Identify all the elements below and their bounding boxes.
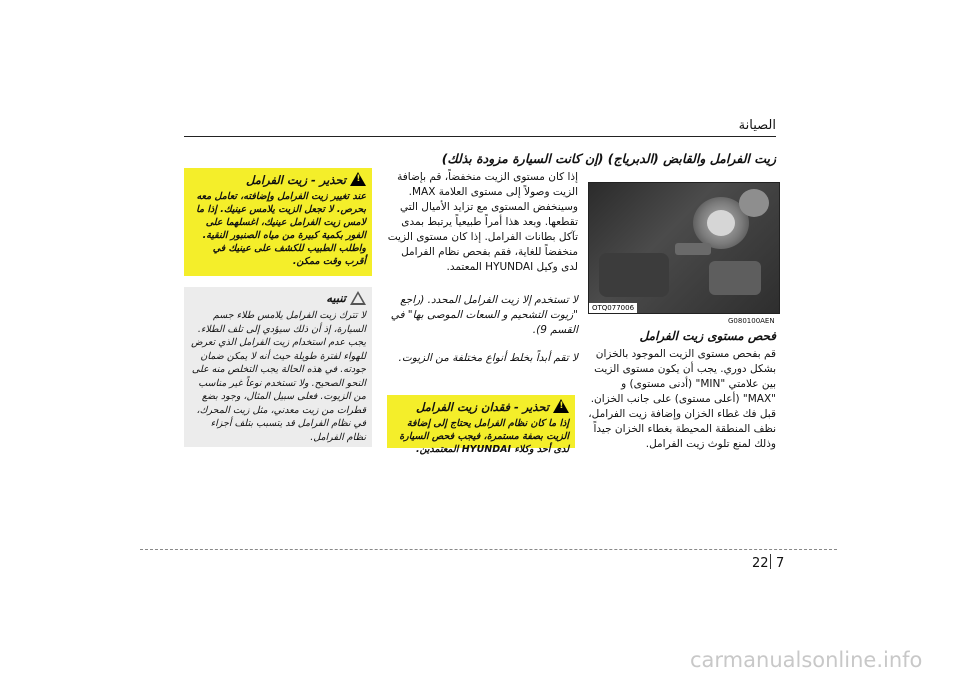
fluid-level-subheading: فحص مستوى زيت الفرامل [639, 329, 776, 343]
caution-title: تنبيه [326, 291, 346, 305]
warning-title: تحذير - فقدان زيت الفرامل [416, 400, 549, 414]
warning-box-fluid-loss [387, 395, 575, 455]
warning-body: عند تغيير زيت الفرامل وإضافته، تعامل معه بحرص. لا تجعل الزيت يلامس عينيك. إذا ما لامس زيت الفرامل عينيك، اغسلهما على الفور بكمية كبيرة من مياه الصنبور النقية. واطلب الطبيب للكشف على عينيك في أقرب وقت ممكن. [196, 191, 366, 267]
photo-code: OTQ077006 [589, 303, 637, 313]
page-number-separator [770, 554, 771, 569]
page-number: 22 [752, 556, 769, 571]
footer-divider [140, 549, 837, 550]
fluid-level-paragraph: قم بفحص مستوى الزيت الموجود بالخزان بشكل دوري. يجب أن يكون مستوى الزيت بين علامتي "MIN" (أدنى مستوى) و "MAX" (أعلى مستوى) على جانب الخزان. قبل فك غطاء الخزان وإضافة زيت الفرامل، نظف المنطقة المحيطة بغطاء الخزان جيداً وذلك لمنع تلوث زيت الفرامل. [588, 348, 776, 450]
paragraph-low-level: إذا كان مستوى الزيت منخفضاً، قم بإضافة الزيت وصولاً إلى مستوى العلامة MAX. وسينخفض المستوى مع تزايد الأميال التي تقطعها. وبعد هذا أمراً طبيعياً يرتبط بمدى تآكل بطانات الفرامل. إذا كان مستوى الزيت منخفضاً للغاية، فقم بفحص نظام الفرامل لدى وكيل HYUNDAI المعتمد. [387, 171, 578, 273]
paragraph-specified-fluid: لا تستخدم إلا زيت الفرامل المحدد. (راجع "زيوت التشحيم و السعات الموصى بها" في القسم 9). [390, 294, 578, 336]
brake-fluid-reservoir-photo [588, 182, 780, 314]
section-heading: زيت الفرامل والقابض (الدبرياج) (إن كانت السيارة مزودة بذلك) [441, 151, 776, 166]
header-divider [184, 136, 776, 137]
caution-box [184, 287, 372, 447]
warning-title: تحذير - زيت الفرامل [246, 173, 346, 187]
watermark: carmanualsonline.info [690, 648, 923, 672]
paragraph-no-mixing: لا تقم أبداً بخلط أنواع مختلفة من الزيوت. [398, 352, 578, 364]
warning-body: إذا ما كان نظام الفرامل يحتاج إلى إضافة الزيت بصفة مستمرة، فيجب فحص السيارة لدى أحد وكلاء HYUNDAI المعتمدين. [399, 418, 569, 455]
warning-box-brake-fluid [184, 168, 372, 276]
exclamation-icon: ! [559, 401, 564, 411]
section-number: 7 [776, 556, 785, 571]
exclamation-icon: ! [356, 174, 361, 184]
caution-body: لا تترك زيت الفرامل يلامس طلاء جسم السيارة، إذ أن ذلك سيؤدي إلى تلف الطلاء. يجب عدم استخدام زيت الفرامل الذي تعرض للهواء لفترة طويلة حيث أنه لا يمكن ضمان جودته. في هذه الحالة يجب التخلص منه على النحو الصحيح. ولا تستخدم نوعاً غير مناسب من الزيوت. فعلى سبيل المثال، وجود بضع قطرات من زيت معدني، مثل زيت المحرك، في نظام الفرامل قد يتسبب بتلف أجزاء نظام الفرامل. [191, 310, 366, 443]
figure-code: G080100AEN [728, 317, 775, 325]
page-header-title: الصيانة [738, 118, 776, 133]
